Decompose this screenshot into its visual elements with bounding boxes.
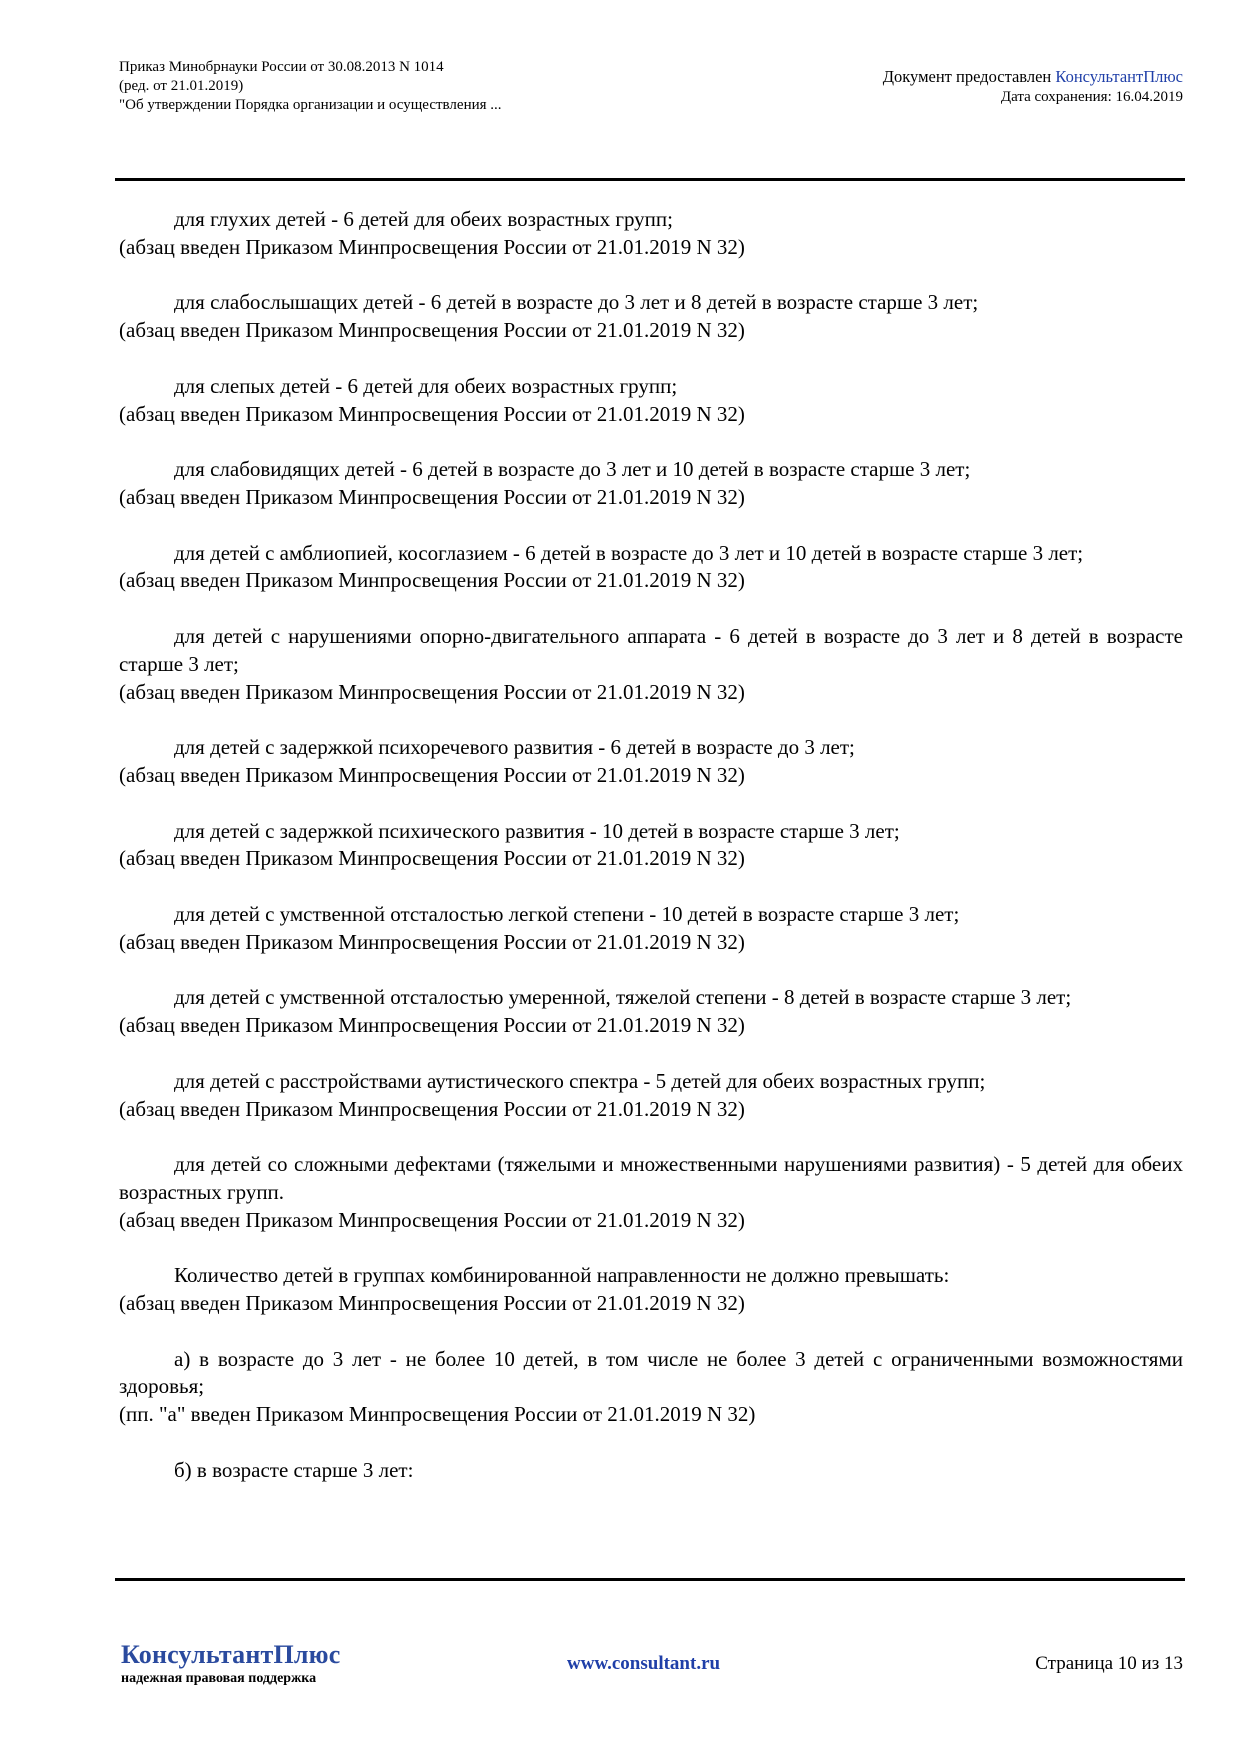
amendment-note[interactable]: (абзац введен Приказом Минпросвещения России от 21.01.2019 N 32) xyxy=(119,1291,745,1316)
paragraph-text: для слабовидящих детей - 6 детей в возрасте до 3 лет и 10 детей в возрасте старше 3 лет; xyxy=(174,457,971,482)
amendment-note[interactable]: (абзац введен Приказом Минпросвещения России от 21.01.2019 N 32) xyxy=(119,1096,745,1121)
paragraph-text: для детей с амблиопией, косоглазием - 6 детей в возрасте до 3 лет и 10 детей в возрасте старше 3 лет; xyxy=(174,540,1084,565)
paragraph-text: для детей с задержкой психоречевого развития - 6 детей в возрасте до 3 лет; xyxy=(174,735,855,760)
paragraph xyxy=(119,818,1183,874)
paragraph xyxy=(119,456,1183,512)
paragraph xyxy=(119,206,1183,262)
footer-brand-block xyxy=(121,1640,341,1688)
paragraph xyxy=(119,373,1183,429)
provided-by-label: Документ предоставлен xyxy=(882,67,1056,86)
amendment-note[interactable]: (абзац введен Приказом Минпросвещения России от 21.01.2019 N 32) xyxy=(119,1207,745,1232)
paragraph xyxy=(119,623,1183,706)
amendment-note[interactable]: (абзац введен Приказом Минпросвещения России от 21.01.2019 N 32) xyxy=(119,1013,745,1038)
amendment-note[interactable]: (абзац введен Приказом Минпросвещения России от 21.01.2019 N 32) xyxy=(119,401,745,426)
paragraph xyxy=(119,540,1183,596)
document-body xyxy=(119,206,1183,1512)
paragraph xyxy=(119,1151,1183,1234)
paragraph-text: для детей с расстройствами аутистического спектра - 5 детей для обеих возрастных групп; xyxy=(174,1068,986,1093)
amendment-note[interactable]: (пп. "а" введен Приказом Минпросвещения России от 21.01.2019 N 32) xyxy=(119,1402,756,1427)
paragraph-text: для детей с умственной отсталостью умеренной, тяжелой степени - 8 детей в возрасте старше 3 лет; xyxy=(174,985,1072,1010)
paragraph-text: для детей с умственной отсталостью легкой степени - 10 детей в возрасте старше 3 лет; xyxy=(174,901,960,926)
amendment-note[interactable]: (абзац введен Приказом Минпросвещения России от 21.01.2019 N 32) xyxy=(119,846,745,871)
provided-by-line xyxy=(883,66,1183,87)
paragraph-text: для детей со сложными дефектами (тяжелыми и множественными нарушениями развития) - 5 детей для обеих возрастных групп. xyxy=(119,1152,1183,1204)
website-link[interactable]: www.consultant.ru xyxy=(567,1653,721,1674)
document-title-line-3: "Об утверждении Порядка организации и осуществления ... xyxy=(119,97,502,113)
paragraph-text: б) в возрасте старше 3 лет: xyxy=(174,1457,414,1482)
paragraph xyxy=(119,1068,1183,1124)
paragraph xyxy=(119,734,1183,790)
amendment-note[interactable]: (абзац введен Приказом Минпросвещения России от 21.01.2019 N 32) xyxy=(119,568,745,593)
document-title-line-1: Приказ Минобрнауки России от 30.08.2013 N 1014 xyxy=(119,59,444,75)
save-date: Дата сохранения: 16.04.2019 xyxy=(1000,89,1183,105)
consultant-plus-logo: КонсультантПлюс xyxy=(121,1640,341,1669)
brand-tagline: надежная правовая поддержка xyxy=(121,1671,317,1686)
amendment-note[interactable]: (абзац введен Приказом Минпросвещения России от 21.01.2019 N 32) xyxy=(119,318,745,343)
paragraph xyxy=(119,1457,1183,1485)
amendment-note[interactable]: (абзац введен Приказом Минпросвещения России от 21.01.2019 N 32) xyxy=(119,484,745,509)
paragraph-text: Количество детей в группах комбинированной направленности не должно превышать: xyxy=(174,1263,950,1288)
amendment-note[interactable]: (абзац введен Приказом Минпросвещения России от 21.01.2019 N 32) xyxy=(119,929,745,954)
paragraph xyxy=(119,1262,1183,1318)
paragraph-text: для слабослышащих детей - 6 детей в возрасте до 3 лет и 8 детей в возрасте старше 3 лет; xyxy=(174,290,979,315)
paragraph-text: для детей с нарушениями опорно-двигательного аппарата - 6 детей в возрасте до 3 лет и 8 детей в возрасте старше 3 лет; xyxy=(119,623,1183,676)
paragraph xyxy=(119,901,1183,957)
provider-block xyxy=(883,66,1183,108)
paragraph xyxy=(119,289,1183,345)
document-title-block xyxy=(119,58,502,115)
paragraph-text: для детей с задержкой психического развития - 10 детей в возрасте старше 3 лет; xyxy=(174,818,900,843)
page-counter: Страница 10 из 13 xyxy=(1035,1653,1183,1674)
footer-divider xyxy=(115,1578,1185,1581)
document-title-line-2: (ред. от 21.01.2019) xyxy=(119,78,244,94)
header-divider xyxy=(115,178,1185,181)
amendment-note[interactable]: (абзац введен Приказом Минпросвещения России от 21.01.2019 N 32) xyxy=(119,234,745,259)
amendment-note[interactable]: (абзац введен Приказом Минпросвещения России от 21.01.2019 N 32) xyxy=(119,679,745,704)
page-header xyxy=(119,58,1183,178)
paragraph-text: для глухих детей - 6 детей для обеих возрастных групп; xyxy=(174,207,673,231)
paragraph xyxy=(119,1346,1183,1429)
amendment-note[interactable]: (абзац введен Приказом Минпросвещения России от 21.01.2019 N 32) xyxy=(119,762,745,787)
paragraph xyxy=(119,984,1183,1040)
paragraph-text: а) в возрасте до 3 лет - не более 10 детей, в том числе не более 3 детей с ограниченными возможностями здоровья; xyxy=(119,1346,1183,1399)
paragraph-text: для слепых детей - 6 детей для обеих возрастных групп; xyxy=(174,373,678,398)
provider-brand-link[interactable]: КонсультантПлюс xyxy=(1055,67,1183,86)
